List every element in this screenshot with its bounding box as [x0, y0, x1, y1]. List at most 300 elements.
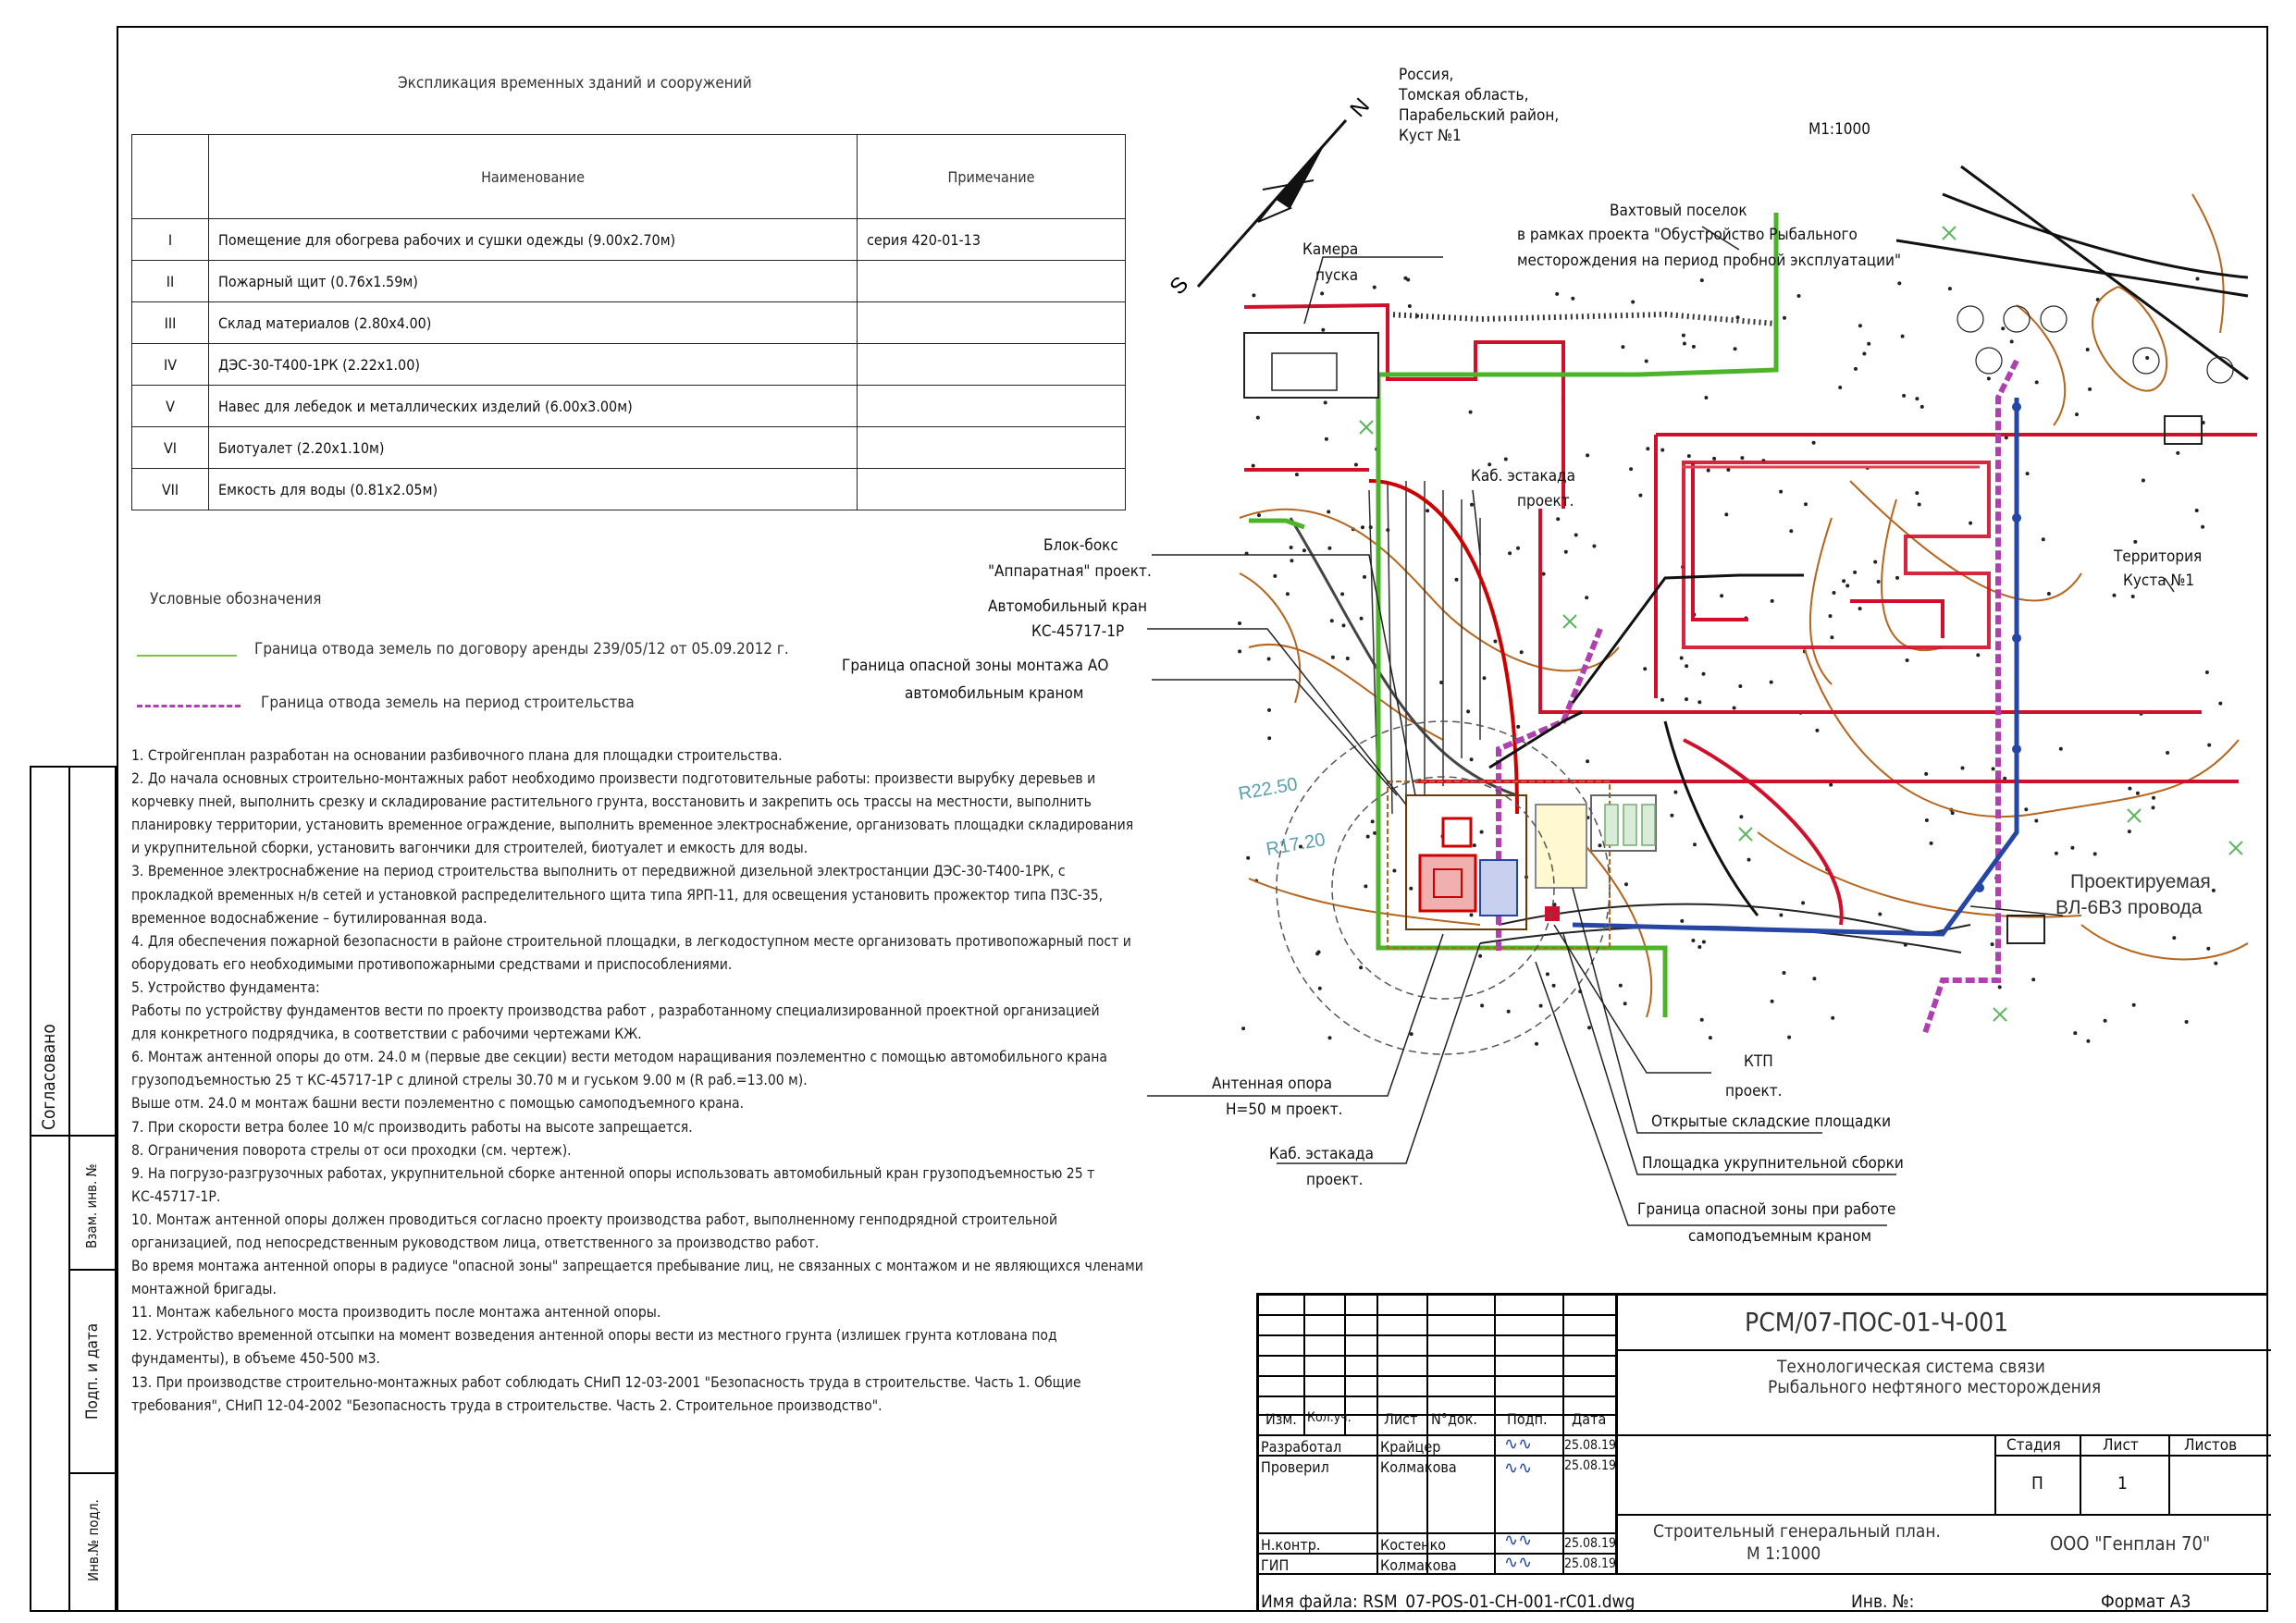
table-row: III Склад материалов (2.80х4.00)	[132, 302, 1126, 344]
stage-value: П	[2031, 1473, 2043, 1494]
survey-point	[1267, 736, 1271, 740]
survey-point	[1747, 858, 1751, 862]
survey-point	[1371, 819, 1375, 823]
col-izm: Изм.	[1265, 1410, 1297, 1428]
survey-point	[1724, 512, 1728, 516]
survey-point	[1373, 286, 1376, 289]
label-camp-1: Вахтовый поселок	[1610, 202, 1747, 220]
survey-point	[2047, 592, 2051, 596]
survey-point	[1670, 814, 1673, 818]
role-1: Разработал	[1261, 1438, 1342, 1456]
note-line: грузоподъемностью 25 т КС-45717-1Р с длиной стрелы 30.70 м и гуськом 9.00 м (R раб.=13.00 м).	[131, 1072, 808, 1089]
survey-point	[1318, 987, 1322, 990]
survey-point	[1621, 345, 1624, 349]
survey-point	[1286, 592, 1290, 596]
survey-point	[1660, 698, 1664, 702]
survey-point	[1804, 502, 1808, 506]
label-camera-1: Камера	[1302, 240, 1359, 259]
survey-point	[1256, 416, 1260, 420]
survey-point	[1546, 972, 1549, 976]
file-name: Имя файла: RSM_07-POS-01-CH-001-rC01.dwg	[1261, 1592, 1636, 1612]
signature-icon: ∿∿	[1504, 1531, 1533, 1549]
survey-point	[1571, 297, 1574, 301]
survey-point	[1408, 304, 1412, 308]
radius-label-1: R22.50	[1237, 774, 1300, 805]
survey-point	[1771, 599, 1774, 603]
survey-point	[1267, 708, 1271, 712]
table-row: II Пожарный щит (0.76х1.59м)	[132, 261, 1126, 302]
note-line: корчевку пней, выполнить срезку и складирование растительного грунта, восстановить и закрепить ось трассы на местности, выполнить	[131, 793, 1092, 811]
survey-point	[1660, 449, 1664, 452]
note-line: 6. Монтаж антенной опоры до отм. 24.0 м (первые две секции) вести методом наращивания поэлементно с помощью автомобильного крана	[131, 1049, 1107, 1066]
explication-title: Экспликация временных зданий и сооружений	[398, 74, 752, 92]
note-line: 4. Для обеспечения пожарной безопасности в районе строительной площадки, в легкодоступном месте организовать противопожарный пост и	[131, 932, 1131, 950]
note-line: Выше отм. 24.0 м монтаж башни вести поэлементно с помощью самоподъемного крана.	[131, 1095, 745, 1113]
survey-point	[1340, 592, 1344, 596]
survey-point	[1906, 658, 1909, 662]
survey-point	[1556, 517, 1560, 521]
survey-point	[1480, 1003, 1484, 1007]
survey-point	[1480, 830, 1484, 834]
role-4: ГИП	[1261, 1556, 1290, 1574]
survey-point	[2128, 830, 2131, 833]
survey-point	[1366, 835, 1370, 839]
survey-point	[2113, 594, 2117, 597]
survey-point	[1858, 607, 1862, 610]
survey-point	[1707, 469, 1710, 473]
survey-point	[1466, 709, 1470, 713]
survey-point	[1645, 360, 1648, 363]
survey-point	[1829, 783, 1833, 787]
survey-point	[2128, 787, 2131, 791]
survey-point	[2132, 1003, 2136, 1007]
label-blokbox-2: "Аппаратная" проект.	[988, 562, 1152, 581]
note-line: 12. Устройство временной отсыпки на момент возведения антенной опоры вести из местного грунта (излишек грунта котлована под	[131, 1327, 1057, 1345]
survey-point	[1315, 952, 1319, 955]
survey-point	[1812, 441, 1816, 445]
survey-point	[1770, 681, 1773, 684]
survey-point	[2145, 356, 2149, 360]
survey-point	[1915, 491, 1919, 495]
survey-point	[1901, 335, 1905, 338]
survey-point	[1704, 396, 1708, 400]
note-line: 3. Временное электроснабжение на период строительства выполнить от передвижной дизельной электростанции ДЭС-30-Т400-1РК, с	[131, 863, 1066, 880]
survey-point	[2176, 451, 2179, 455]
sheet-value: 1	[2117, 1473, 2128, 1494]
survey-point	[1392, 869, 1396, 873]
plan-scale: М1:1000	[1808, 120, 1870, 139]
date-1: 25.08.19	[1564, 1438, 1617, 1453]
survey-point	[1726, 468, 1730, 472]
survey-point	[2024, 807, 2028, 811]
survey-point	[1325, 437, 1328, 441]
note-line: для конкретного подрядчика, в соответствии с рабочими чертежами КЖ.	[131, 1026, 642, 1043]
survey-point	[2001, 326, 2005, 330]
survey-point	[2218, 702, 2222, 706]
survey-point	[1328, 1036, 1332, 1039]
survey-point	[1330, 619, 1334, 622]
survey-point	[1360, 617, 1364, 621]
survey-point	[1629, 467, 1633, 471]
survey-point	[1290, 546, 1293, 549]
survey-point	[1733, 707, 1736, 710]
col-data: Дата	[1572, 1410, 1607, 1428]
survey-point	[1321, 328, 1325, 332]
survey-point	[1683, 342, 1686, 346]
label-danger-1: Граница опасной зоны монтажа АО	[842, 657, 1109, 675]
signature-icon: ∿∿	[1504, 1553, 1533, 1571]
note-line: требования", СНиП 12-04-2002 "Безопасность труда в строительстве. Часть 2. Строительное производство".	[131, 1396, 883, 1414]
label-storage: Открытые складские площадки	[1651, 1113, 1892, 1131]
survey-point	[1324, 400, 1327, 404]
note-line: 1. Стройгенплан разработан на основании разбивочного плана для площадки строительства.	[131, 747, 783, 764]
survey-point	[2131, 595, 2135, 598]
col-note-header: Примечание	[858, 135, 1126, 219]
label-antenna-2: Н=50 м проект.	[1226, 1100, 1343, 1119]
organization: ООО "Генплан 70"	[2050, 1532, 2211, 1555]
table-row: I Помещение для обогрева рабочих и сушки одежды (9.00х2.70м) серия 420-01-13	[132, 219, 1126, 261]
survey-point	[1833, 591, 1836, 595]
survey-point	[1987, 376, 1991, 380]
survey-point	[1951, 811, 1955, 815]
note-line: 5. Устройство фундамента:	[131, 978, 320, 996]
label-vl-1: Проектируемая	[2070, 871, 2211, 892]
survey-point	[2070, 846, 2074, 850]
survey-point	[1508, 551, 1512, 555]
sheet-format: Формат А3	[2101, 1592, 2191, 1612]
survey-point	[2104, 1019, 2107, 1023]
survey-point	[1920, 405, 1924, 409]
north-label: N	[1345, 93, 1376, 123]
survey-point	[1691, 939, 1695, 942]
label-estakada-2: проект.	[1517, 492, 1574, 510]
label-antenna-1: Антенная опора	[1212, 1075, 1333, 1093]
table-row: VII Емкость для воды (0.81х2.05м)	[132, 469, 1126, 510]
table-row: IV ДЭС-30-Т400-1РК (2.22х1.00)	[132, 344, 1126, 386]
inv-number: Инв. №:	[1851, 1592, 1915, 1612]
name-4: Колмакова	[1380, 1556, 1457, 1574]
survey-point	[1680, 919, 1684, 923]
label-camp-3: месторождения на период пробной эксплуатации"	[1517, 252, 1902, 270]
survey-point	[1493, 640, 1497, 644]
survey-point	[1469, 411, 1473, 414]
col-name-header: Наименование	[209, 135, 858, 219]
survey-point	[1801, 901, 1805, 904]
survey-point	[1552, 984, 1556, 988]
survey-point	[1631, 301, 1635, 304]
name-2: Колмакова	[1380, 1458, 1457, 1476]
legend-title: Условные обозначения	[150, 590, 322, 609]
survey-point	[1646, 447, 1649, 450]
survey-point	[1564, 550, 1568, 554]
note-line: организацией, под непосредственным руководством лица, ответственного за производство работ.	[131, 1234, 820, 1251]
survey-point	[2195, 509, 2199, 512]
col-list: Лист	[1384, 1410, 1418, 1428]
survey-point	[1948, 287, 1952, 290]
survey-point	[1702, 672, 1706, 676]
survey-point	[1592, 545, 1596, 548]
south-label: S	[1165, 272, 1194, 301]
survey-point	[1853, 571, 1857, 574]
survey-point	[2073, 1031, 2077, 1035]
survey-point	[1516, 547, 1520, 550]
survey-point	[1673, 791, 1677, 794]
radius-label-2: R17.20	[1265, 830, 1327, 860]
survey-point	[2086, 348, 2090, 351]
note-line: 7. При скорости ветра более 10 м/с производить работы на высоте запрещается.	[131, 1118, 693, 1136]
survey-point	[2142, 479, 2145, 483]
survey-point	[1700, 278, 1704, 282]
survey-point	[1470, 913, 1474, 916]
survey-point	[1845, 584, 1849, 587]
note-line: 9. На погрузо-разгрузочных работах, укрупнительной сборке антенной опоры использовать автомобильный кран грузоподъемностью 25 т	[131, 1164, 1095, 1182]
doc-code: РСМ/07-ПОС-01-Ч-001	[1745, 1307, 2009, 1337]
label-crane-1: Автомобильный кран	[988, 597, 1147, 616]
label-camera-2: пуска	[1315, 266, 1359, 285]
survey-point	[1599, 843, 1602, 847]
survey-point	[1779, 914, 1783, 917]
survey-point	[1924, 772, 1928, 776]
role-3: Н.контр.	[1261, 1536, 1321, 1554]
survey-point	[1470, 757, 1474, 761]
legend-line-purple	[137, 705, 241, 707]
note-line: 2. До начала основных строительно-монтажных работ необходимо произвести подготовительные работы: произвести вырубку деревьев и	[131, 770, 1096, 788]
survey-point	[1739, 815, 1743, 818]
survey-point	[1873, 560, 1877, 564]
survey-point	[1918, 503, 1921, 507]
survey-point	[1295, 473, 1299, 476]
project-name-2: Рыбального нефтяного месторождения	[1768, 1377, 2102, 1397]
survey-point	[2075, 412, 2079, 416]
survey-point	[1992, 767, 1995, 770]
general-notes	[131, 744, 1195, 1418]
survey-point	[1734, 347, 1737, 350]
survey-point	[1738, 684, 1742, 688]
survey-point	[1702, 941, 1706, 944]
label-danger-2: автомобильным краном	[905, 684, 1084, 703]
survey-point	[1290, 559, 1293, 562]
survey-point	[2055, 852, 2058, 855]
survey-point	[1246, 856, 1250, 860]
survey-point	[1473, 843, 1476, 847]
survey-point	[2035, 380, 2039, 384]
note-line: оборудовать его необходимыми противопожарными средствами и приспособлениями.	[131, 955, 733, 973]
survey-point	[1815, 729, 1819, 732]
survey-point	[1638, 494, 1642, 498]
note-line: 10. Монтаж антенной опоры должен проводиться согласно проекту производства работ, выполненному генподрядной строительной	[131, 1211, 1058, 1228]
survey-point	[1624, 882, 1628, 886]
survey-point	[1915, 397, 1919, 400]
note-line: и укрупнительной сборки, установить вагончики для строителей, биотуалет и емкость для воды.	[131, 840, 809, 857]
survey-point	[1687, 454, 1691, 458]
legend-label-construction: Граница отвода земель на период строительства	[261, 694, 635, 712]
inv-replace-label: Взам. инв. №	[83, 1163, 100, 1248]
survey-point	[1361, 525, 1364, 529]
survey-point	[1787, 1036, 1791, 1039]
role-2: Проверил	[1261, 1458, 1329, 1476]
sheet-header: Лист	[2103, 1436, 2139, 1455]
survey-point	[1409, 887, 1413, 891]
survey-point	[1712, 457, 1716, 461]
survey-point	[2059, 747, 2063, 751]
survey-point	[1998, 985, 2002, 989]
survey-point	[1320, 291, 1324, 295]
explication-table	[131, 134, 1126, 510]
survey-point	[1302, 548, 1306, 552]
note-line: КС-45717-1Р.	[131, 1187, 221, 1205]
survey-point	[1542, 572, 1546, 576]
survey-point	[1961, 767, 1965, 770]
label-ktp-1: КТП	[1744, 1052, 1773, 1071]
label-territory-2: Куста №1	[2123, 572, 2195, 590]
survey-point	[1831, 1016, 1834, 1020]
north-arrow-icon	[1198, 120, 1346, 287]
survey-point	[2214, 962, 2217, 965]
survey-point	[1643, 667, 1647, 670]
survey-point	[1771, 1000, 1774, 1003]
survey-point	[1697, 700, 1701, 704]
survey-point	[1346, 657, 1350, 660]
label-danger-3: Граница опасной зоны при работе	[1637, 1200, 1896, 1219]
label-blokbox-1: Блок-бокс	[1043, 536, 1118, 555]
date-3: 25.08.19	[1564, 1536, 1617, 1551]
survey-point	[1682, 334, 1685, 338]
note-line: планировку территории, установить временное ограждение, выполнить временное электроснабжение, организовать площадки складирования	[131, 817, 1134, 834]
survey-point	[2136, 792, 2140, 795]
survey-point	[2010, 339, 2014, 343]
col-kol: Кол.уч.	[1307, 1410, 1352, 1425]
survey-point	[1327, 547, 1331, 550]
survey-point	[1680, 657, 1684, 660]
survey-point	[1812, 977, 1816, 980]
survey-point	[1930, 842, 1933, 845]
survey-point	[1685, 664, 1688, 668]
survey-point	[1470, 503, 1474, 507]
note-line: монтажной бригады.	[131, 1281, 277, 1298]
table-row: V Навес для лебедок и металлических изделий (6.00х3.00м)	[132, 386, 1126, 427]
survey-point	[1507, 1010, 1511, 1014]
survey-point	[2201, 525, 2204, 529]
survey-point	[2206, 947, 2210, 951]
survey-point	[2026, 472, 2030, 475]
inv-orig-label: Инв.№ подл.	[85, 1499, 102, 1581]
survey-point	[1504, 458, 1508, 461]
sheets-header: Листов	[2184, 1436, 2238, 1455]
survey-point	[2185, 1020, 2189, 1024]
survey-point	[1587, 1026, 1591, 1029]
survey-point	[1252, 293, 1255, 297]
survey-point	[1867, 342, 1870, 346]
survey-point	[2152, 796, 2155, 800]
survey-point	[1331, 656, 1335, 659]
survey-point	[1829, 614, 1833, 618]
label-territory-1: Территория	[2114, 547, 2203, 566]
survey-point	[1619, 984, 1623, 988]
survey-point	[1783, 971, 1786, 975]
survey-point	[1789, 529, 1793, 533]
survey-point	[1574, 534, 1578, 537]
stage-header: Стадия	[2006, 1436, 2061, 1455]
survey-point	[1410, 1032, 1413, 1036]
survey-point	[1483, 676, 1487, 680]
label-estakada-3: Каб. эстакада	[1269, 1145, 1375, 1163]
survey-point	[1925, 818, 1929, 822]
survey-point	[1877, 580, 1881, 584]
survey-point	[1685, 697, 1688, 701]
label-assembly: Площадка укрупнительной сборки	[1642, 1154, 1904, 1173]
survey-point	[1693, 842, 1697, 846]
survey-point	[2093, 852, 2097, 855]
survey-point	[2166, 751, 2169, 755]
table-row: VI Биотуалет (2.20х1.10м)	[132, 427, 1126, 469]
survey-point	[1257, 513, 1261, 517]
survey-point	[1252, 464, 1255, 468]
survey-point	[1342, 623, 1346, 627]
survey-point	[1455, 578, 1459, 582]
label-estakada-4: проект.	[1306, 1171, 1364, 1189]
title-block	[1256, 1293, 2268, 1612]
survey-point	[1354, 463, 1358, 467]
survey-point	[1516, 725, 1520, 729]
approval-strip	[30, 766, 117, 1612]
note-line: 11. Монтаж кабельного моста производить после монтажа антенной опоры.	[131, 1304, 661, 1322]
survey-point	[1838, 386, 1842, 389]
survey-point	[2207, 744, 2211, 747]
survey-point	[1478, 954, 1482, 958]
col-ndok: N°док.	[1431, 1410, 1477, 1428]
legend-label-lease: Граница отвода земель по договору аренды 239/05/12 от 05.09.2012 г.	[254, 640, 789, 658]
survey-point	[1238, 649, 1241, 653]
survey-point	[1878, 913, 1882, 916]
survey-point	[1267, 658, 1271, 661]
label-ktp-2: проект.	[1725, 1082, 1783, 1100]
label-estakada-1: Каб. эстакада	[1471, 467, 1576, 486]
survey-point	[2031, 977, 2035, 981]
doc-title-2: М 1:1000	[1747, 1543, 1821, 1564]
survey-point	[1779, 490, 1783, 494]
survey-point	[1976, 653, 1980, 657]
survey-point	[1238, 621, 1241, 625]
note-line: временное водоснабжение – бутилированная вода.	[131, 909, 488, 927]
survey-point	[1363, 575, 1366, 579]
survey-point	[1364, 884, 1367, 888]
survey-point	[1783, 316, 1786, 320]
survey-point	[1273, 574, 1277, 578]
survey-point	[2152, 805, 2155, 809]
signature-icon: ∿∿	[1504, 1458, 1533, 1477]
note-line: фундаменты), в объеме 450-500 м3.	[131, 1350, 380, 1368]
survey-point	[2133, 540, 2137, 544]
survey-point	[1969, 522, 1972, 525]
survey-point	[1586, 759, 1589, 763]
survey-point	[1830, 635, 1833, 639]
survey-point	[1426, 509, 1429, 512]
survey-point	[2086, 1039, 2090, 1043]
note-line: Во время монтажа антенной опоры в радиусе "опасной зоны" запрещается пребывание лиц, не связанных с монтажом и не являющихся членами	[131, 1258, 1143, 1275]
survey-point	[2205, 670, 2209, 674]
survey-point	[1692, 345, 1696, 349]
survey-point	[1539, 1004, 1543, 1008]
survey-point	[1897, 281, 1901, 285]
survey-point	[1902, 394, 1906, 398]
survey-point	[1241, 1027, 1245, 1030]
survey-point	[1854, 367, 1858, 371]
survey-point	[2212, 889, 2216, 892]
survey-point	[1487, 462, 1491, 466]
survey-point	[1585, 596, 1588, 599]
survey-point	[1858, 324, 1862, 327]
survey-point	[1697, 945, 1701, 949]
